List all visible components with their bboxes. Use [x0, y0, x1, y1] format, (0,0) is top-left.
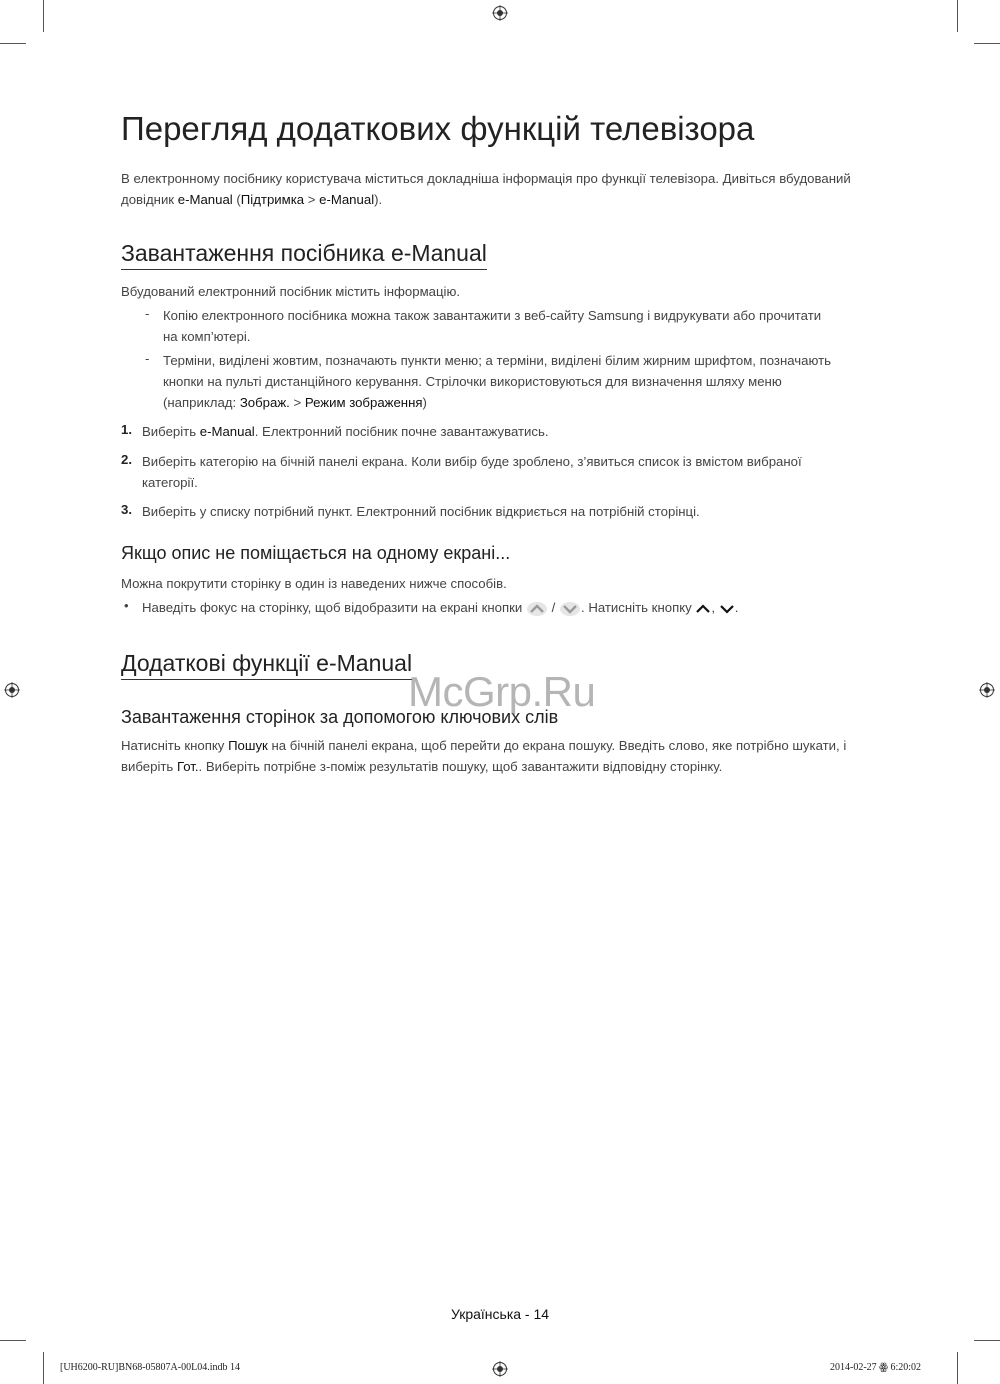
step-2: Виберіть категорію на бічній панелі екрана. Коли вибір буде зроблено, з’явиться список із вмістом вибраної категорії. — [142, 454, 802, 490]
note-1: Копію електронного посібника можна також завантажити з веб-сайту Samsung і видрукувати або прочитати на комп’ютері. — [163, 308, 822, 344]
step-number: 1. — [121, 422, 132, 437]
page-number: Українська - 14 — [450, 1306, 550, 1322]
section-heading-extra: Додаткові функції e-Manual — [121, 650, 412, 680]
menu-term: Підтримка — [240, 192, 305, 207]
menu-term: e-Manual — [177, 192, 233, 207]
scroll-instruction: Наведіть фокус на сторінку, щоб відобразити на екрані кнопки / . Натисніть кнопку , . — [142, 600, 739, 615]
intro-line-1: В електронному посібнику користувача міститься докладніша інформація про функції телевізора. Дивіться вбудований — [121, 171, 851, 186]
intro-paragraph — [121, 168, 891, 210]
registration-mark-icon — [4, 682, 20, 698]
scroll-down-icon — [559, 601, 581, 617]
step-number: 3. — [121, 502, 132, 517]
note-dash: - — [145, 351, 150, 366]
section-lead: Вбудований електронний посібник містить інформацію. — [121, 284, 461, 299]
crop-mark — [957, 0, 958, 32]
print-slug-left: [UH6200-RU]BN68-05807A-00L04.indb 14 — [60, 1362, 240, 1373]
menu-term: Режим зображення — [304, 395, 423, 410]
step-3: Виберіть у списку потрібний пункт. Електронний посібник відкриється на потрібній сторінці. — [142, 504, 700, 519]
subsection-heading-keywords: Завантаження сторінок за допомогою ключових слів — [121, 707, 559, 727]
crop-mark — [43, 0, 44, 32]
print-slug-right: 2014-02-27 ꙮ 6:20:02 — [830, 1362, 922, 1373]
step-1: Виберіть e-Manual. Електронний посібник почне завантажуватись. — [142, 424, 549, 439]
crop-mark — [0, 1340, 26, 1341]
button-term: Пошук — [228, 738, 268, 753]
menu-term: Зображ. — [239, 395, 290, 410]
intro-line-2: довідник e-Manual (Підтримка > e-Manual). — [121, 192, 383, 207]
note-2: Терміни, виділені жовтим, позначають пункти меню; а терміни, виділені білим жирним шрифтом, позначають кнопки на пульті дистанційного керування. Стрілочки використовуються для визначення шляху меню (наприклад: Зображ. > Режим зображення) — [163, 353, 832, 410]
step-number: 2. — [121, 452, 132, 467]
crop-mark — [0, 43, 26, 44]
scroll-up-icon — [526, 601, 548, 617]
registration-mark-icon — [979, 682, 995, 698]
crop-mark — [957, 1352, 958, 1384]
crop-mark — [974, 43, 1000, 44]
subsection-lead: Можна покрутити сторінку в один із наведених нижче способів. — [121, 576, 507, 591]
registration-mark-icon — [492, 5, 508, 21]
crop-mark — [43, 1352, 44, 1384]
menu-term: e-Manual — [199, 424, 255, 439]
page-title: Перегляд додаткових функцій телевізора — [121, 110, 755, 147]
menu-term: e-Manual — [319, 192, 375, 207]
watermark: McGrp.Ru — [408, 668, 596, 715]
registration-mark-icon — [492, 1361, 508, 1377]
crop-mark — [974, 1340, 1000, 1341]
section-heading-download: Завантаження посібника e-Manual — [121, 240, 487, 270]
keywords-paragraph: Натисніть кнопку Пошук на бічній панелі екрана, щоб перейти до екрана пошуку. Введіть слово, яке потрібно шукати, і виберіть Гот.. Виберіть потрібне з-поміж результатів пошуку, щоб завантажити відповідну сторінку. — [121, 738, 847, 774]
chevron-down-icon — [719, 601, 735, 617]
chevron-up-icon — [695, 601, 711, 617]
button-term: Гот. — [176, 759, 199, 774]
note-dash: - — [145, 306, 150, 321]
subsection-heading-scroll: Якщо опис не поміщається на одному екрані... — [121, 543, 511, 563]
bullet: • — [124, 598, 129, 613]
